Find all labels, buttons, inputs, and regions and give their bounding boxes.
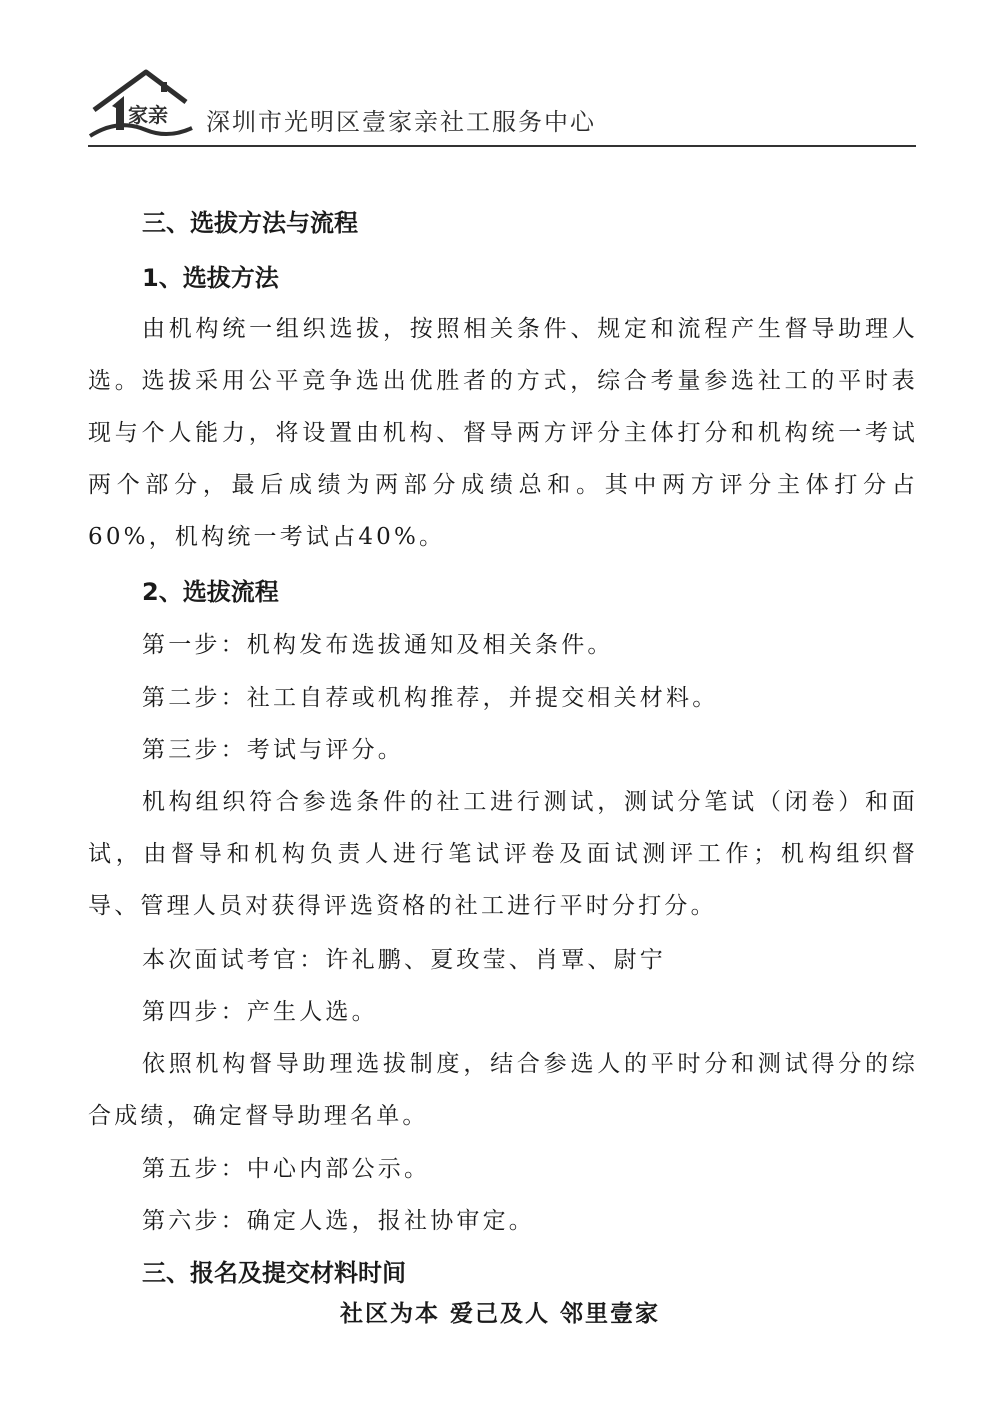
examiners-line: 本次面试考官：许礼鹏、夏玫莹、肖覃、尉宁: [142, 947, 666, 973]
org-name: 深圳市光明区壹家亲社工服务中心: [206, 108, 596, 136]
step-2: 第二步：社工自荐或机构推荐，并提交相关材料。: [142, 685, 719, 711]
footer-slogan: 社区为本 爱己及人 邻里壹家: [339, 1301, 660, 1327]
step-5: 第五步：中心内部公示。: [142, 1156, 431, 1182]
step-6: 第六步：确定人选，报社协审定。: [142, 1208, 535, 1234]
step-3-paragraph: 机构组织符合参选条件的社工进行测试，测试分笔试（闭卷）和面试，由督导和机构负责人进行笔试评卷及面试测评工作；机构组织督导、管理人员对获得评选资格的社工进行平时分打分。: [88, 789, 918, 919]
section-title: 三、选拔方法与流程: [142, 209, 358, 237]
letterhead: [88, 66, 916, 150]
step-4-paragraph: 依照机构督导助理选拔制度，结合参选人的平时分和测试得分的综合成绩，确定督导助理名单。: [88, 1051, 918, 1129]
method-heading: 1、选拔方法: [142, 264, 279, 292]
process-heading: 2、选拔流程: [142, 578, 279, 606]
logo-lettering: 家亲: [128, 103, 168, 127]
step-4: 第四步：产生人选。: [142, 999, 378, 1025]
method-paragraph: 由机构统一组织选拔，按照相关条件、规定和流程产生督导助理人选。选拔采用公平竞争选出优胜者的方式，综合考量参选社工的平时表现与个人能力，将设置由机构、督导两方评分主体打分和机构统一考试两个部分，最后成绩为两部分成绩总和。其中两方评分主体打分占60%，机构统一考试占40%。: [88, 316, 918, 550]
house-logo-icon: [88, 66, 193, 142]
step-3: 第三步：考试与评分。: [142, 737, 404, 763]
step-1: 第一步：机构发布选拔通知及相关条件。: [142, 632, 614, 658]
next-section-heading: 三、报名及提交材料时间: [142, 1259, 406, 1287]
header-divider: [88, 145, 916, 147]
